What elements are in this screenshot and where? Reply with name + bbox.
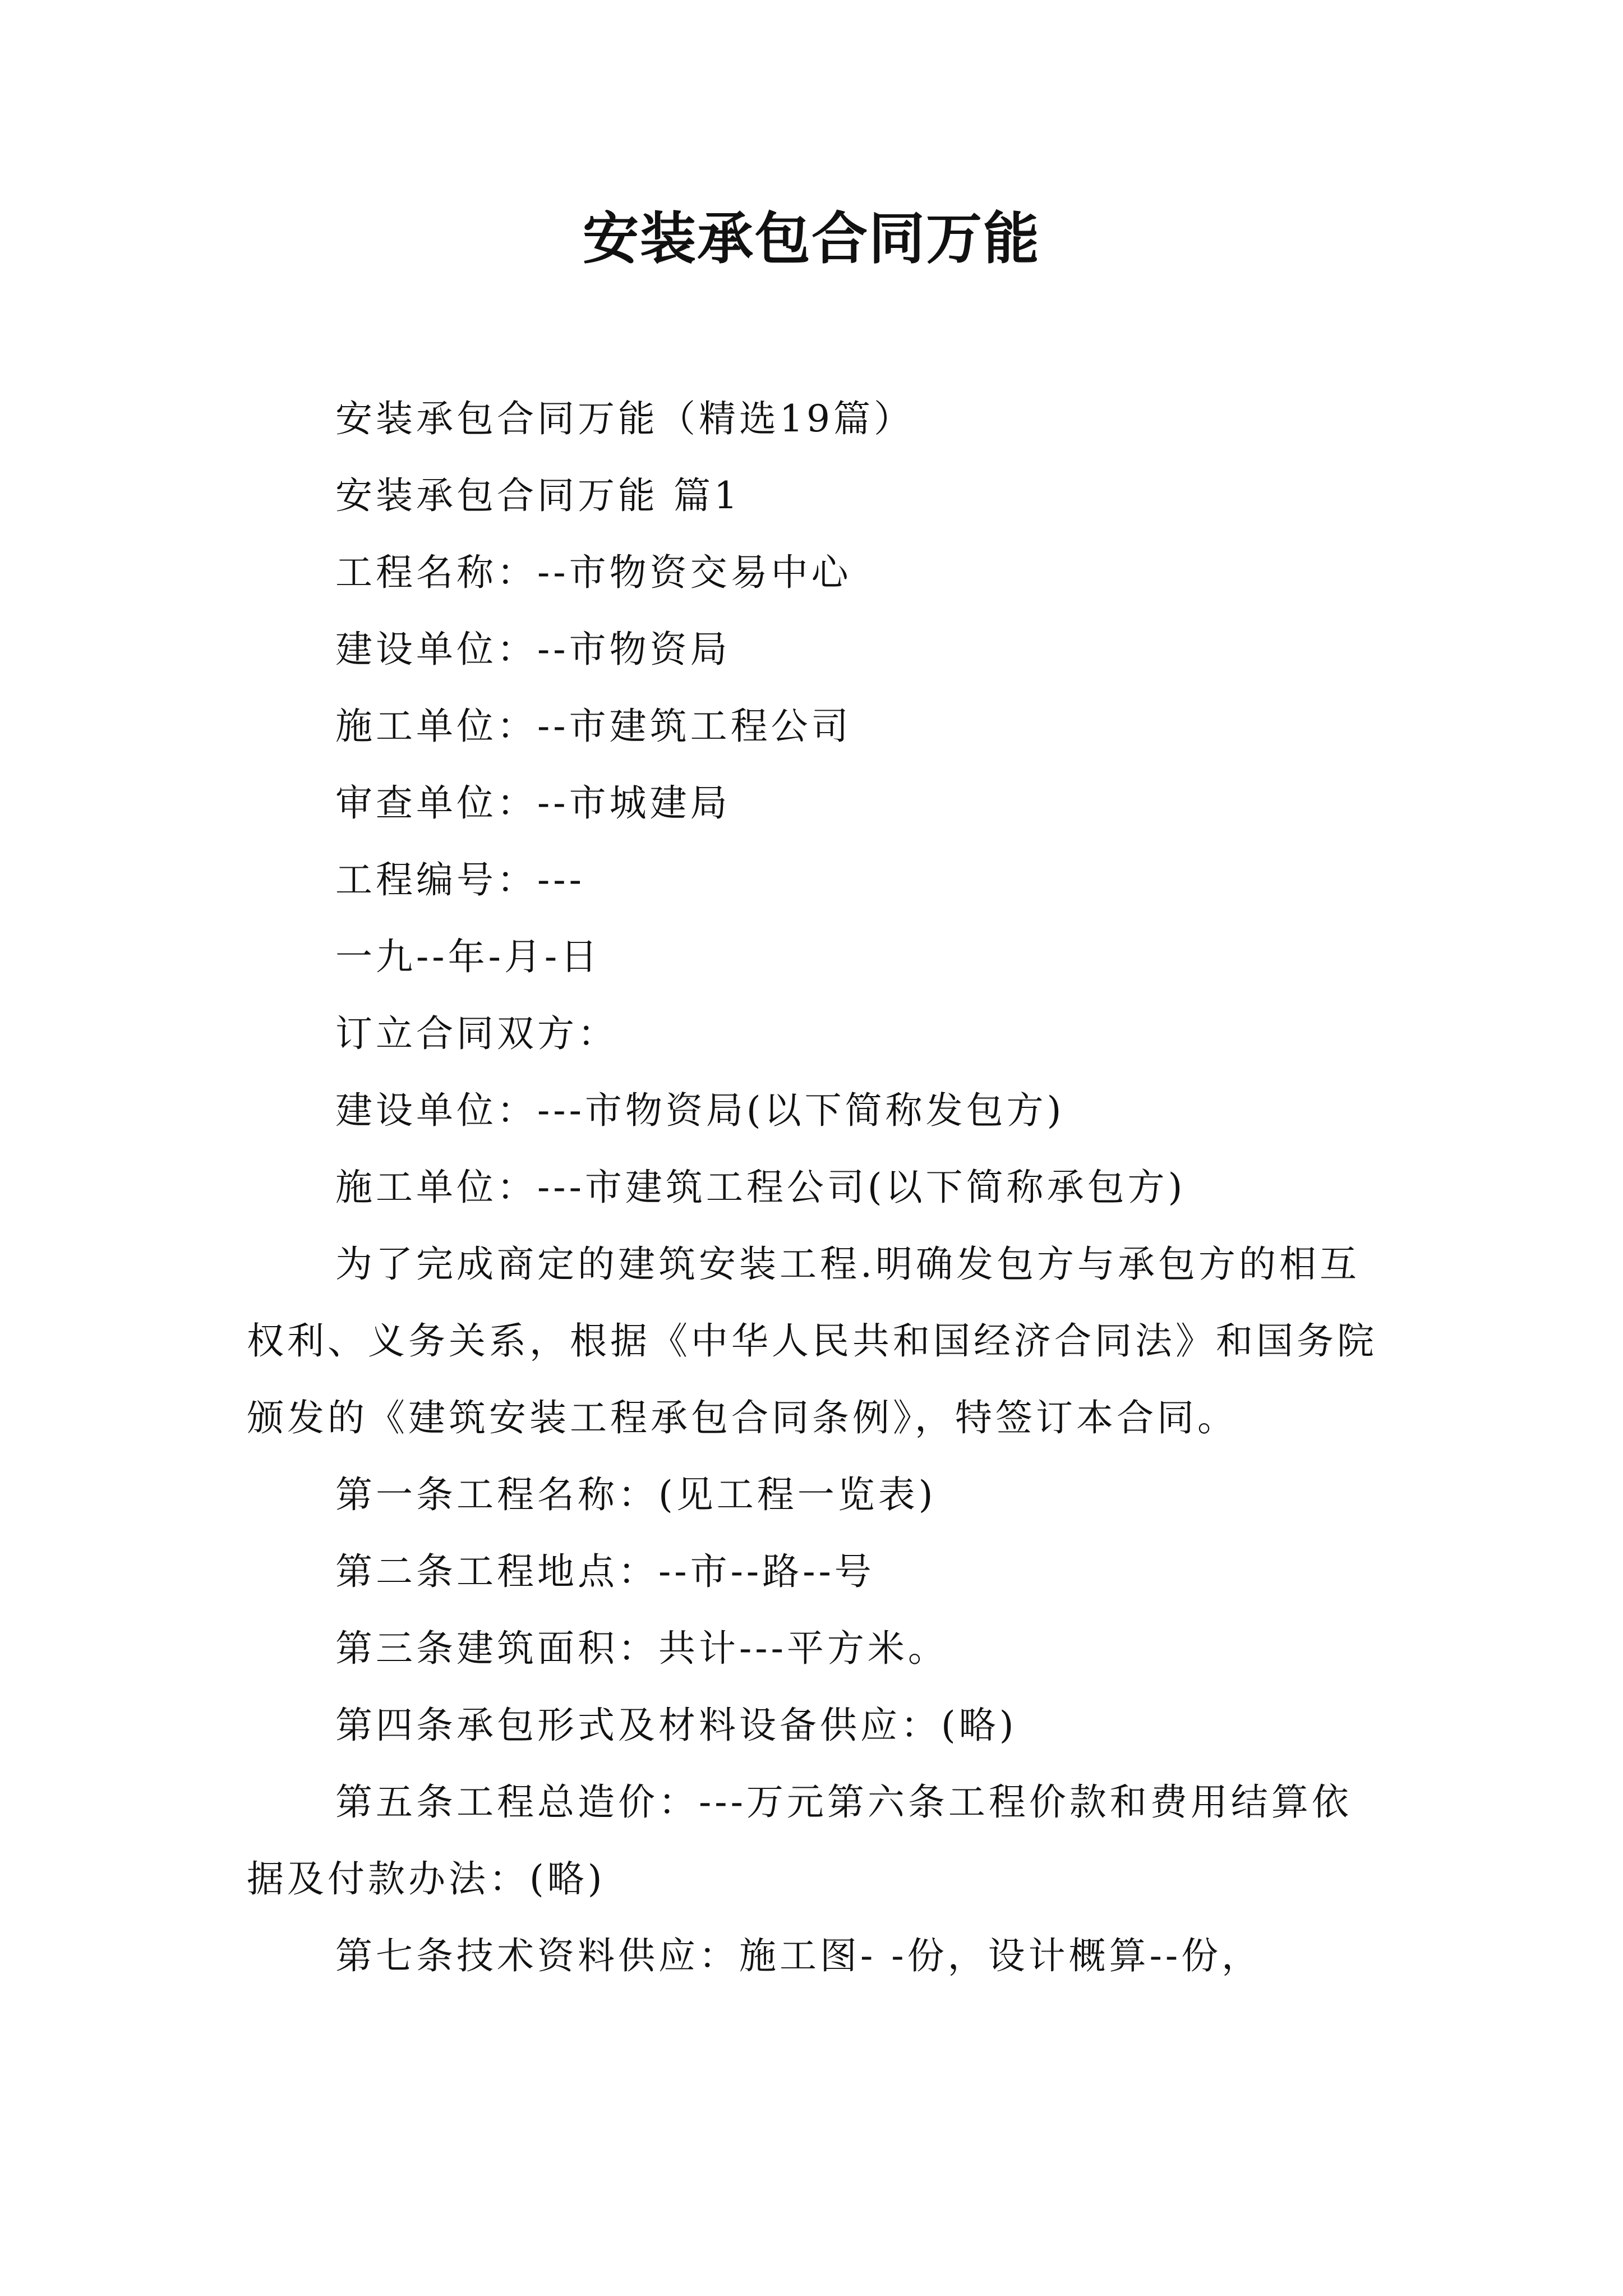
- paragraph-party-owner: 建设单位：---市物资局(以下简称发包方): [335, 1089, 1065, 1132]
- paragraph-article-4: 第四条承包形式及材料设备供应：(略): [335, 1704, 1017, 1747]
- paragraph-party-contractor: 施工单位：---市建筑工程公司(以下简称承包方): [335, 1166, 1186, 1209]
- paragraph-review-unit: 审查单位：--市城建局: [335, 781, 731, 825]
- paragraph-project-name: 工程名称：--市物资交易中心: [335, 551, 852, 594]
- document-body: [247, 380, 1385, 1994]
- paragraph-article-2: 第二条工程地点：--市--路--号: [335, 1550, 875, 1593]
- paragraph-parties-heading: 订立合同双方：: [335, 1012, 618, 1055]
- paragraph-preamble: 为了完成商定的建筑安装工程.明确发包方与承包方的相互权利、义务关系，根据《中华人民共和国经济合同法》和国务院颁发的《建筑安装工程承包合同条例》，特签订本合同。: [247, 1243, 1377, 1439]
- paragraph-project-number: 工程编号：---: [335, 858, 585, 901]
- paragraph-article-7: 第七条技术资料供应：施工图- -份，设计概算--份，: [335, 1934, 1262, 1977]
- paragraph-article-5-6: 第五条工程总造价：---万元第六条工程价款和费用结算依据及付款办法：(略): [247, 1780, 1352, 1901]
- paragraph-date: 一九--年-月-日: [335, 935, 601, 978]
- paragraph-section-heading: 安装承包合同万能 篇1: [335, 474, 741, 517]
- paragraph-collection-title: 安装承包合同万能（精选19篇）: [335, 397, 914, 440]
- paragraph-owner-unit: 建设单位：--市物资局: [335, 628, 731, 671]
- paragraph-contractor-unit: 施工单位：--市建筑工程公司: [335, 705, 852, 748]
- paragraph-article-3: 第三条建筑面积：共计---平方米。: [335, 1627, 948, 1670]
- paragraph-article-1: 第一条工程名称：(见工程一览表): [335, 1473, 937, 1516]
- document-title: 安装承包合同万能: [583, 205, 1040, 272]
